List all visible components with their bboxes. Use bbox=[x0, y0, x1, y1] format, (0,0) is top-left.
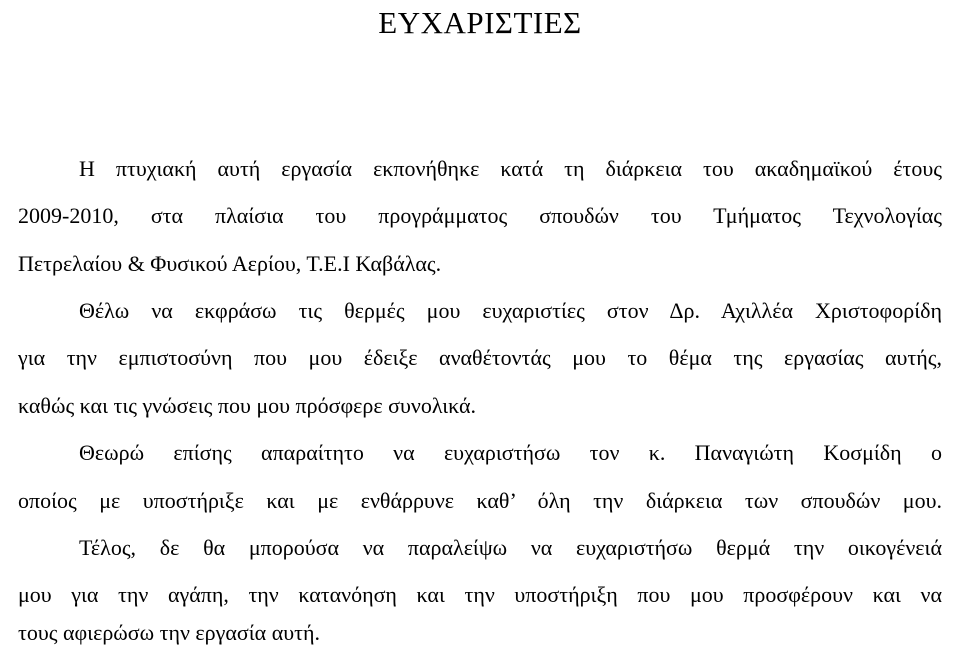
text-line: Θέλω να εκφράσω τις θερμές μου ευχαριστίες στον Δρ. Αχιλλέα Χριστοφορίδη bbox=[79, 298, 942, 323]
text-line: για την εμπιστοσύνη που μου έδειξε αναθέτοντάς μου το θέμα της εργασίας αυτής, bbox=[18, 345, 942, 370]
page-title: ΕΥΧΑΡΙΣΤΙΕΣ bbox=[378, 5, 582, 40]
text-line: Πετρελαίου & Φυσικού Αερίου, Τ.Ε.Ι Καβάλας. bbox=[18, 251, 442, 276]
text-line: Θεωρώ επίσης απαραίτητο να ευχαριστήσω τον κ. Παναγιώτη Κοσμίδη ο bbox=[79, 440, 942, 465]
text-line: 2009-2010, στα πλαίσια του προγράμματος σπουδών του Τμήματος Τεχνολογίας bbox=[18, 203, 942, 228]
text-line: Η πτυχιακή αυτή εργασία εκπονήθηκε κατά τη διάρκεια του ακαδημαϊκού έτους bbox=[79, 156, 942, 181]
text-line: τους αφιερώσω την εργασία αυτή. bbox=[18, 620, 320, 645]
text-line: οποίος με υποστήριξε και με ενθάρρυνε καθ’ όλη την διάρκεια των σπουδών μου. bbox=[18, 488, 942, 513]
text-line: Τέλος, δε θα μπορούσα να παραλείψω να ευχαριστήσω θερμά την οικογένειά bbox=[79, 535, 942, 560]
text-line: καθώς και τις γνώσεις που μου πρόσφερε συνολικά. bbox=[18, 393, 477, 418]
text-line: μου για την αγάπη, την κατανόηση και την υποστήριξη που μου προσφέρουν και να bbox=[18, 582, 942, 607]
